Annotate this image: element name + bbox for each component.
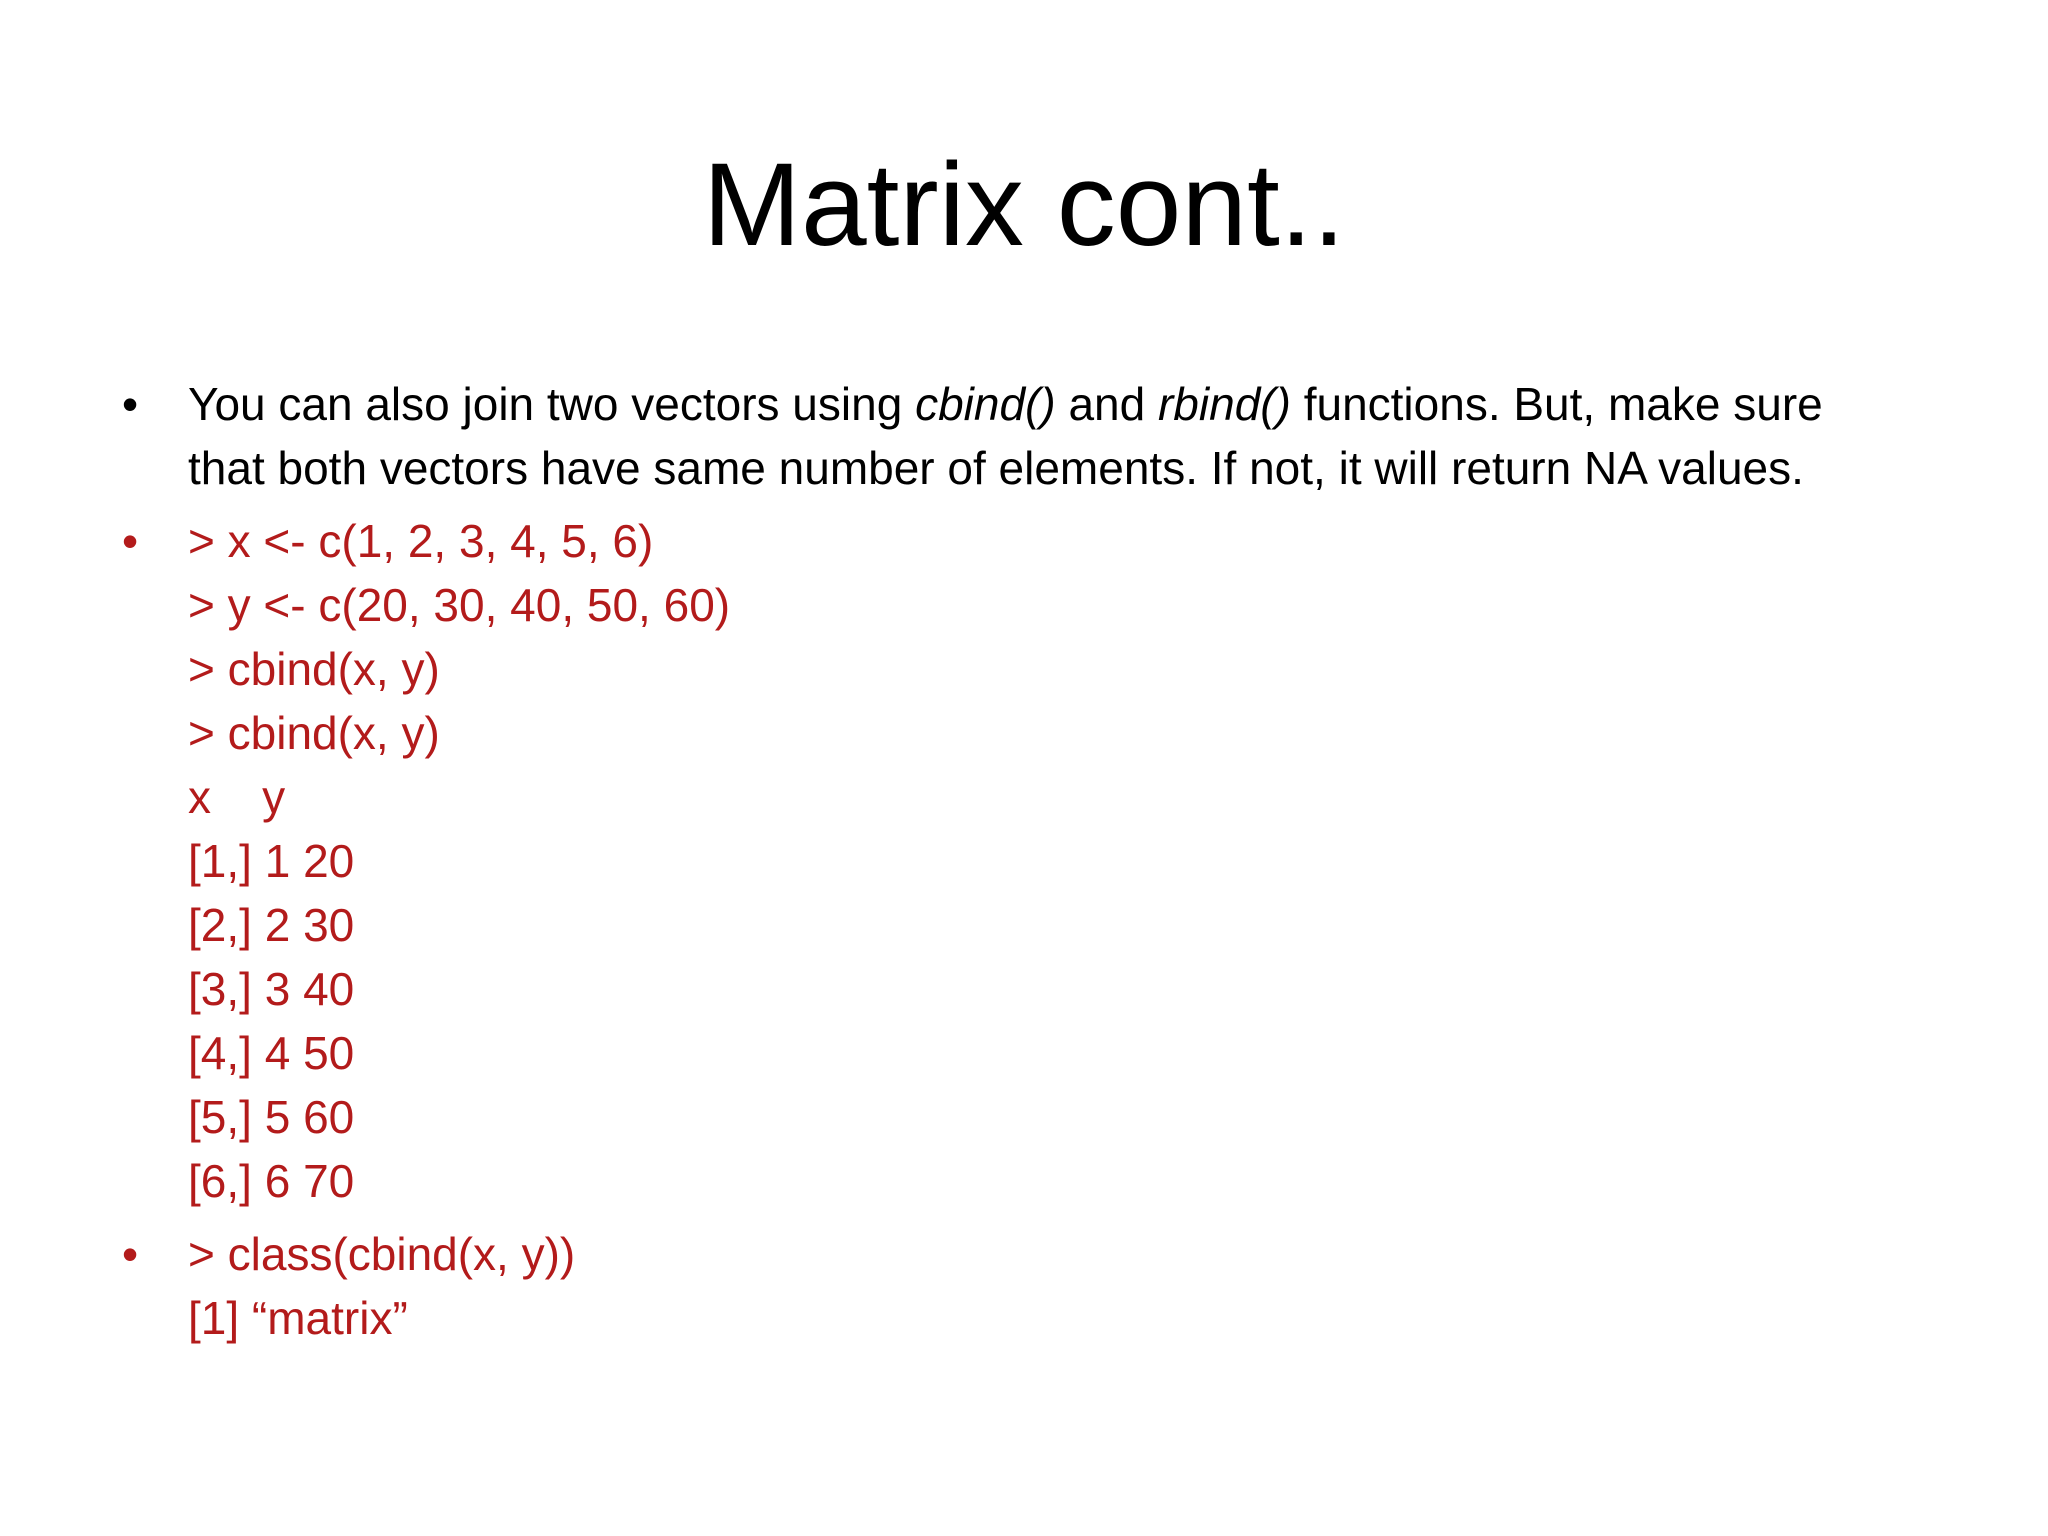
- output-row: [2,] 2 30: [188, 899, 355, 951]
- output-row: [3,] 3 40: [188, 963, 355, 1015]
- code-line: > cbind(x, y): [188, 643, 440, 695]
- bullet-list: [122, 372, 1942, 1350]
- output-line: [1] “matrix”: [188, 1292, 408, 1344]
- bullet-text: [188, 372, 1942, 500]
- bullet-dot-icon: •: [122, 1228, 139, 1280]
- output-row: [5,] 5 60: [188, 1091, 355, 1143]
- code-block: [188, 1222, 1942, 1350]
- code-line: > class(cbind(x, y)): [188, 1228, 576, 1280]
- bullet-text-line: that both vectors have same number of elements. If not, it will return NA values.: [188, 442, 1804, 494]
- bullet-item-code-cbind: [122, 509, 1942, 1213]
- text-run: and: [1055, 378, 1158, 430]
- output-header-line: x y: [188, 771, 286, 823]
- code-line: > y <- c(20, 30, 40, 50, 60): [188, 579, 731, 631]
- text-run: You can also join two vectors using: [188, 378, 916, 430]
- slide-title: Matrix cont..: [702, 139, 1346, 271]
- bullet-item-explanation: [122, 372, 1942, 500]
- bullet-text-line: [188, 372, 1942, 436]
- code-line: > x <- c(1, 2, 3, 4, 5, 6): [188, 515, 654, 567]
- code-line: > cbind(x, y): [188, 707, 440, 759]
- bullet-dot-icon: •: [122, 378, 139, 430]
- code-block: [188, 509, 1942, 1213]
- output-row: [4,] 4 50: [188, 1027, 355, 1079]
- function-name-rbind: rbind(): [1157, 378, 1291, 430]
- bullet-item-code-class: [122, 1222, 1942, 1350]
- bullet-dot-icon: •: [122, 515, 139, 567]
- output-row: [6,] 6 70: [188, 1155, 355, 1207]
- text-run: functions. But, make sure: [1290, 378, 1823, 430]
- function-name-cbind: cbind(): [915, 378, 1056, 430]
- output-row: [1,] 1 20: [188, 835, 355, 887]
